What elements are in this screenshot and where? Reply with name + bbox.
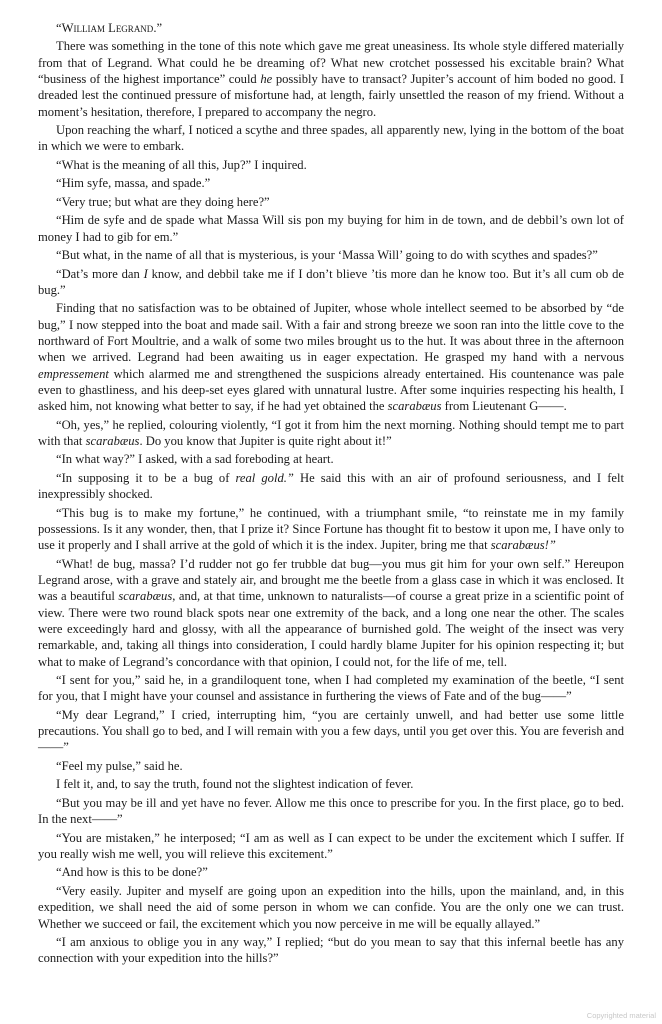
paragraph	[38, 175, 624, 191]
copyright-watermark: Copyrighted material	[586, 1011, 656, 1020]
paragraph-text: “In what way?” I asked, with a sad foreboding at heart.	[56, 452, 334, 467]
paragraph-text: There was something in the tone of this note which gave me great uneasiness. Its whole style differed materially from that of Legrand. What could he be dreaming of? What new crotchet possessed his excitable brain? What “business of the highest importance” could	[38, 39, 624, 87]
paragraph	[38, 883, 624, 932]
paragraph	[38, 672, 624, 705]
paragraph-text: Finding that no satisfaction was to be obtained of Jupiter, whose whole intellect seemed to be absorbed by “de bug,” I now stepped into the boat and made sail. With a fair and strong breeze we soon ran into the little cove to the northward of Fort Moultrie, and a walk of some two miles brought us to the hut. It was about three in the afternoon when we arrived. Legrand had been awaiting us in eager expectation. He grasped my hand with a nervous	[38, 301, 624, 365]
paragraph-text: “My dear Legrand,” I cried, interrupting him, “you are certainly unwell, and had better use some little precautions. You shall go to bed, and I will remain with you a few days, until you get over this. You are feverish and——”	[38, 707, 624, 755]
paragraph-text: “And how is this to be done?”	[56, 865, 208, 880]
paragraph-text: “Oh, yes,” he replied, colouring violently, “I got it from him the next morning. Nothing should tempt me to part with that	[38, 417, 624, 448]
paragraph-text: “In supposing it to be a bug of	[56, 470, 236, 485]
paragraph-text: “I sent for you,” said he, in a grandiloquent tone, when I had completed my examination of the beetle, “I sent for you, that I might have your counsel and assistance in furthering the views of Fate and of the bug——”	[38, 673, 624, 704]
paragraph	[38, 417, 624, 450]
italic-text: empressement	[38, 366, 109, 381]
paragraph-text: “But what, in the name of all that is mysterious, is your ‘Massa Will’ going to do with scythes and spades?”	[56, 248, 598, 263]
italic-text: scarabæus!”	[490, 538, 556, 553]
paragraph-text: “Very easily. Jupiter and myself are going upon an expedition into the hills, upon the mainland, and, in this expedition, we shall need the aid of some person in whom we can confide. You are the only one we can trust. Whether we succeed or fail, the excitement which you now perceive in me will be equally allayed.”	[38, 883, 624, 931]
paragraph-text: “I am anxious to oblige you in any way,” I replied; “but do you mean to say that this infernal beetle has any connection with your expedition into the hills?”	[38, 935, 624, 966]
italic-text: scarabæus	[387, 399, 442, 414]
paragraph	[38, 795, 624, 828]
page-body	[38, 20, 624, 969]
paragraph	[38, 707, 624, 756]
paragraph	[38, 300, 624, 414]
paragraph	[38, 451, 624, 467]
paragraph-text: “Him de syfe and de spade what Massa Will sis pon my buying for him in de town, and de debbil’s own lot of money I had to gib for em.”	[38, 213, 624, 244]
paragraph-text: I felt it, and, to say the truth, found not the slightest indication of fever.	[56, 777, 414, 792]
paragraph-list	[38, 38, 624, 966]
italic-text: scarabæus	[85, 434, 140, 448]
paragraph	[38, 505, 624, 554]
paragraph-text: , and, at that time, unknown to naturalists—of course a great prize in a scientific point of view. There were two round black spots near one extremity of the back, and a long one near the other. The scales were exceedingly hard and glossy, with all the appearance of burnished gold. The weight of the insect was very remarkable, and, taking all things into consideration, I could hardly blame Jupiter for his opinion respecting it; but what to make of Legrand’s concordance with that opinion, I could not, for the life of me, tell.	[38, 589, 624, 669]
paragraph	[38, 194, 624, 210]
paragraph-text: “What! de bug, massa? I’d rudder not go fer trubble dat bug—you mus git him for your own self.” Hereupon Legrand arose, with a grave and stately air, and brought me the beetle from a glass case in which it was enclosed. It was a beautiful	[38, 556, 624, 604]
paragraph-text: “Dat’s more dan	[56, 266, 144, 281]
paragraph-text: . Do you know that Jupiter is quite right about it!”	[139, 434, 392, 448]
letter-signature: “William Legrand.”	[56, 21, 163, 35]
paragraph	[38, 247, 624, 263]
paragraph-text: possibly have to transact? Jupiter’s account of him boded no good. I dreaded lest the continued pressure of misfortune had, at length, fairly unsettled the reason of my friend. Without a moment’s hesitation, therefore, I prepared to accompany the negro.	[38, 72, 625, 119]
paragraph	[38, 38, 624, 119]
paragraph	[38, 864, 624, 880]
paragraph-text: Upon reaching the wharf, I noticed a scythe and three spades, all apparently new, lying in the bottom of the boat in which we were to embark.	[38, 123, 624, 154]
italic-text: I	[143, 266, 148, 281]
paragraph	[38, 122, 624, 155]
paragraph	[38, 776, 624, 792]
paragraph-text: which alarmed me and strengthened the suspicions already entertained. His countenance was pale even to ghastliness, and his deep-set eyes glared with unnatural lustre. After some inquiries respecting his health, I asked him, not knowing what better to say, if he had yet obtained the	[38, 366, 624, 414]
paragraph	[38, 556, 624, 670]
paragraph	[38, 934, 624, 967]
italic-text: scarabæus	[118, 589, 173, 604]
paragraph-text: “But you may be ill and yet have no fever. Allow me this once to prescribe for you. In the first place, go to bed. In the next——”	[38, 795, 624, 827]
paragraph	[38, 157, 624, 173]
signature-name: William Legrand	[61, 21, 154, 35]
paragraph-text: “This bug is to make my fortune,” he continued, with a triumphant smile, “to reinstate me in my family possessions. Is it any wonder, then, that I prize it? Since Fortune has thought fit to bestow it upon me, I have only to use it properly and I shall arrive at the gold of which it is the index. Jupiter, bring me that	[38, 505, 624, 553]
paragraph	[38, 758, 624, 774]
paragraph-text: know, and debbil take me if I don’t blieve ’tis more dan he know too. But it’s all cum ob de bug.”	[38, 266, 624, 297]
italic-text: real gold.”	[235, 470, 294, 485]
paragraph-text: “What is the meaning of all this, Jup?” I inquired.	[56, 157, 307, 172]
paragraph-text: from Lieutenant G——.	[441, 399, 567, 414]
paragraph	[38, 830, 624, 863]
paragraph	[38, 212, 624, 245]
paragraph-text: He said this with an air of profound seriousness, and I felt inexpressibly shocked.	[38, 470, 624, 502]
paragraph-text: “Very true; but what are they doing here?”	[56, 194, 270, 209]
paragraph	[38, 470, 624, 503]
italic-text: he	[260, 72, 273, 87]
paragraph-text: “Him syfe, massa, and spade.”	[56, 176, 211, 191]
paragraph-text: “Feel my pulse,” said he.	[56, 758, 183, 773]
paragraph-text: “You are mistaken,” he interposed; “I am as well as I can expect to be under the excitement which I suffer. If you really wish me well, you will relieve this excitement.”	[38, 830, 624, 861]
paragraph	[38, 266, 624, 299]
